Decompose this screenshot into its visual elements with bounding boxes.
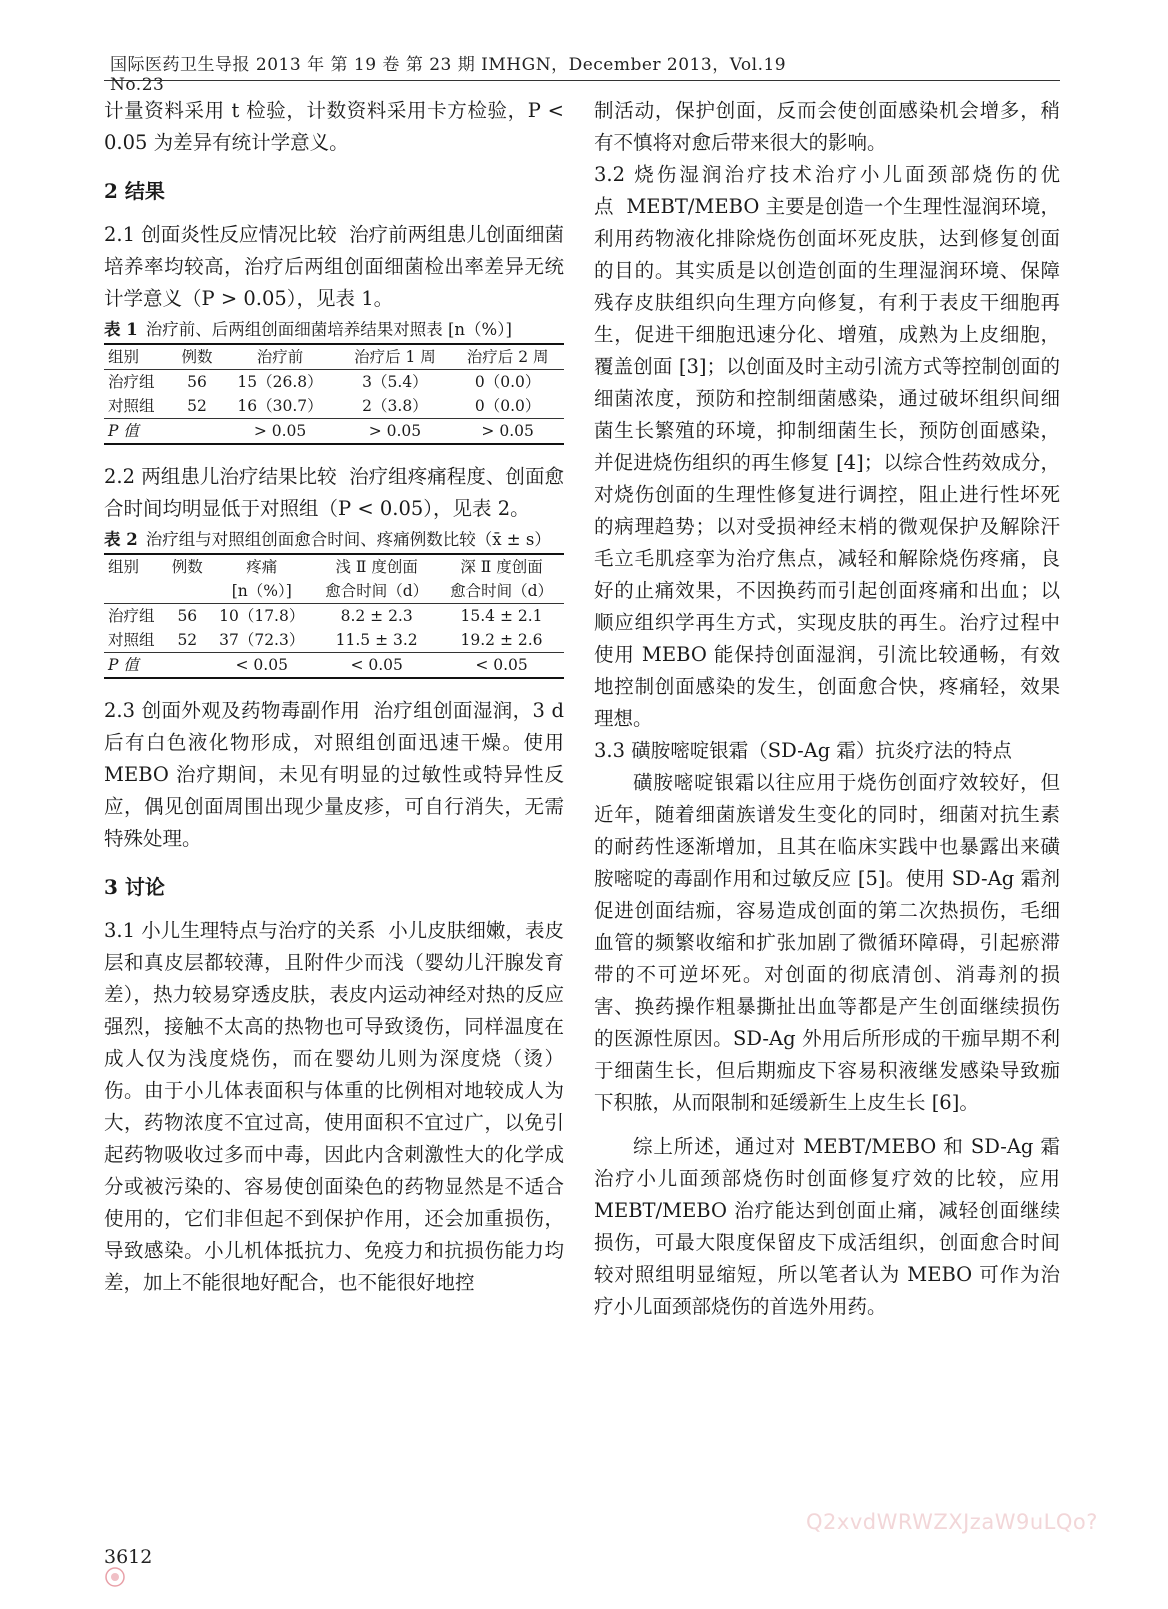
table-cell: 治疗组 [108, 373, 155, 391]
table2-header: 深 Ⅱ 度创面 [460, 558, 543, 576]
section-2-3-body: 治疗组创面湿润，3 d 后有白色液化物形成，对照组创面迅速干燥。使用 MEBO 治疗期间，未见有明显的过敏性或特异性反应，偶见创面周围出现少量皮疹，可自行消失，无需特殊处理。 [104, 699, 564, 850]
section-2-2-head: 2.2 两组患儿治疗结果比较 [104, 465, 337, 488]
table1-caption [104, 319, 564, 341]
table-cell: 10（17.8） [219, 607, 305, 625]
table-cell: > 0.05 [221, 419, 338, 445]
table2-title: 治疗组与对照组创面愈合时间、疼痛例数比较（x̄ ± s） [145, 530, 551, 549]
table2-header: 浅 Ⅱ 度创面 [335, 558, 418, 576]
table2-header: 例数 [171, 558, 203, 576]
section-3-2 [594, 159, 1060, 735]
left-column [104, 95, 564, 1299]
section-2-2 [104, 461, 564, 525]
table1-header: 例数 [172, 344, 221, 370]
table-cell: P 值 [104, 653, 165, 679]
table1-title: 治疗前、后两组创面细菌培养结果对照表 [n（%）] [145, 320, 512, 339]
table-cell: < 0.05 [439, 653, 564, 679]
table-cell: 治疗组 [108, 607, 155, 625]
section-2-3-head: 2.3 创面外观及药物毒副作用 [104, 699, 361, 722]
publisher-logo-icon [104, 1566, 126, 1588]
table-cell: < 0.05 [209, 653, 314, 679]
conclusion-paragraph: 综上所述，通过对 MEBT/MEBO 和 SD-Ag 霜治疗小儿面颈部烧伤时创面修复疗效的比较，应用 MEBT/MEBO 治疗能达到创面止痛，减轻创面继续损伤，可最大限度保留皮下成活组织，创面愈合时间较对照组明显缩短，所以笔者认为 MEBO 可作为治疗小儿面颈部烧伤的首选外用药。 [594, 1135, 1060, 1318]
table-cell: 19.2 ± 2.6 [460, 631, 543, 649]
table1-header: 治疗后 1 周 [339, 344, 452, 370]
table-cell: 16（30.7） [237, 397, 323, 415]
table-row [104, 628, 564, 653]
table2 [104, 553, 564, 679]
table-cell: 0（0.0） [474, 397, 541, 415]
section-2-3 [104, 695, 564, 855]
table-cell: 56 [177, 607, 198, 625]
section-3-2-body: MEBT/MEBO 主要是创造一个生理性湿润环境，利用药物液化排除烧伤创面坏死皮肤，达到修复创面的目的。其实质是以创造创面的生理湿润环境、保障残存皮肤组织向生理方向修复，有利于表皮干细胞再生，促进干细胞迅速分化、增殖，成熟为上皮细胞，覆盖创面 [3]；以创面及时主动引流方式等控制创面的细菌浓度，预防和控制细菌感染，通过破坏组织间细菌生长繁殖的环境，抑制细菌生长，预防创面感染，并促进烧伤组织的再生修复 [4]；以综合性药效成分，对烧伤创面的生理性修复进行调控，阻止进行性坏死的病理趋势；以对受损神经末梢的微观保护及解除汗毛立毛肌痉挛为治疗焦点，减轻和解除烧伤疼痛，良好的止痛效果，不因换药而引起创面疼痛和出血；以顺应组织学再生方式，实现皮肤的再生。治疗过程中使用 MEBO 能保持创面湿润，引流比较通畅，有效地控制创面感染的发生，创面愈合快，疼痛轻，效果理想。 [594, 195, 1060, 730]
table-cell: 15（26.8） [237, 373, 323, 391]
table1-header: 治疗前 [221, 344, 338, 370]
page-number: 3612 [104, 1546, 153, 1568]
right-column [594, 95, 1060, 1323]
table1-header: 治疗后 2 周 [451, 344, 564, 370]
table-cell [172, 419, 221, 445]
section-3-3-heading: 3.3 磺胺嘧啶银霜（SD-Ag 霜）抗炎疗法的特点 [594, 739, 1012, 762]
table2-header: 疼痛 [246, 558, 278, 576]
header-rule [104, 80, 1060, 81]
section-2-1 [104, 219, 564, 315]
table-cell: 8.2 ± 2.3 [340, 607, 413, 625]
intro-paragraph: 计量资料采用 t 检验，计数资料采用卡方检验，P < 0.05 为差异有统计学意义。 [104, 99, 564, 154]
table-cell: > 0.05 [339, 419, 452, 445]
table-cell: 3（5.4） [362, 373, 428, 391]
table-row [104, 370, 564, 395]
table2-subheader [165, 579, 209, 604]
table-row-pvalue [104, 419, 564, 445]
section-3-1-head: 3.1 小儿生理特点与治疗的关系 [104, 919, 376, 942]
results-heading: 2 结果 [104, 179, 165, 203]
watermark: Q2xvdWRWZXJzaW9uLQo? [806, 1510, 1098, 1534]
table-cell: 15.4 ± 2.1 [460, 607, 543, 625]
table-cell: 0（0.0） [474, 373, 541, 391]
table-cell: 52 [177, 631, 198, 649]
section-3-2-head: 3.2 烧伤湿润治疗技术治疗小儿面颈部烧伤的优点 [594, 163, 1060, 218]
section-3-1 [104, 915, 564, 1299]
table-cell: > 0.05 [451, 419, 564, 445]
table-cell: 2（3.8） [362, 397, 428, 415]
table-cell: P 值 [104, 419, 172, 445]
running-header: 国际医药卫生导报 2013 年 第 19 卷 第 23 期 IMHGN，December 2013，Vol.19 No.23 [110, 55, 787, 95]
table-cell: 56 [187, 373, 207, 391]
table2-label: 表 2 [104, 530, 138, 549]
section-3-1-body: 小儿皮肤细嫩，表皮层和真皮层都较薄，且附件少而浅（婴幼儿汗腺发育差），热力较易穿透皮肤，表皮内运动神经对热的反应强烈，接触不太高的热物也可导致烫伤，同样温度在成人仅为浅度烧伤，而在婴幼儿则为深度烧（烫）伤。由于小儿体表面积与体重的比例相对地较成人为大，药物浓度不宜过高，使用面积不宜过广，以免引起药物吸收过多而中毒，因此内含刺激性大的化学成分或被污染的、容易使创面染色的药物显然是不适合使用的，它们非但起不到保护作用，还会加重损伤，导致感染。小儿机体抵抗力、免疫力和抗损伤能力均差，加上不能很地好配合，也不能很好地控 [104, 919, 564, 1294]
section-3-3-body: 磺胺嘧啶银霜以往应用于烧伤创面疗效较好，但近年，随着细菌族谱发生变化的同时，细菌对抗生素的耐药性逐渐增加，且其在临床实践中也暴露出来磺胺嘧啶的毒副作用和过敏反应 [5]。使用 SD-Ag 霜剂促进创面结痂，容易造成创面的第二次热损伤，毛细血管的频繁收缩和扩张加剧了微循环障碍，引起瘀滞带的不可逆坏死。对创面的彻底清创、消毒剂的损害、换药操作粗暴撕扯出血等都是产生创面继续损伤的医源性原因。SD-Ag 外用后所形成的干痂早期不利于细菌生长，但后期痂皮下容易积液继发感染导致痂下积脓，从而限制和延缓新生上皮生长 [6]。 [594, 771, 1060, 1114]
table-cell [165, 653, 209, 679]
continued-paragraph: 制活动，保护创面，反而会使创面感染机会增多，稍有不慎将对愈后带来很大的影响。 [594, 99, 1060, 154]
table2-header: 组别 [108, 558, 140, 576]
table-cell: 52 [187, 397, 207, 415]
table2-subheader: 愈合时间（d） [314, 579, 439, 604]
table-cell: < 0.05 [314, 653, 439, 679]
table1-label: 表 1 [104, 320, 138, 339]
table-cell: 11.5 ± 3.2 [335, 631, 418, 649]
table1 [104, 343, 564, 445]
table-row [104, 394, 564, 419]
section-2-2-body: 治疗组疼痛程度、创面愈合时间均明显低于对照组（P < 0.05），见表 2。 [104, 465, 564, 520]
table2-caption [104, 529, 564, 551]
table-row-pvalue [104, 653, 564, 679]
table-row [104, 604, 564, 629]
table-cell: 对照组 [108, 397, 155, 415]
table-cell: 37（72.3） [219, 631, 305, 649]
section-2-1-head: 2.1 创面炎性反应情况比较 [104, 223, 337, 246]
section-2-1-body: 治疗前两组患儿创面细菌培养率均较高，治疗后两组创面细菌检出率差异无统计学意义（P > 0.05），见表 1。 [104, 223, 564, 310]
table2-subheader: 愈合时间（d） [439, 579, 564, 604]
table-cell: 对照组 [108, 631, 155, 649]
table1-header: 组别 [104, 344, 172, 370]
table2-subheader: [n（%）] [209, 579, 314, 604]
discussion-heading: 3 讨论 [104, 875, 165, 899]
table2-subheader [104, 579, 165, 604]
